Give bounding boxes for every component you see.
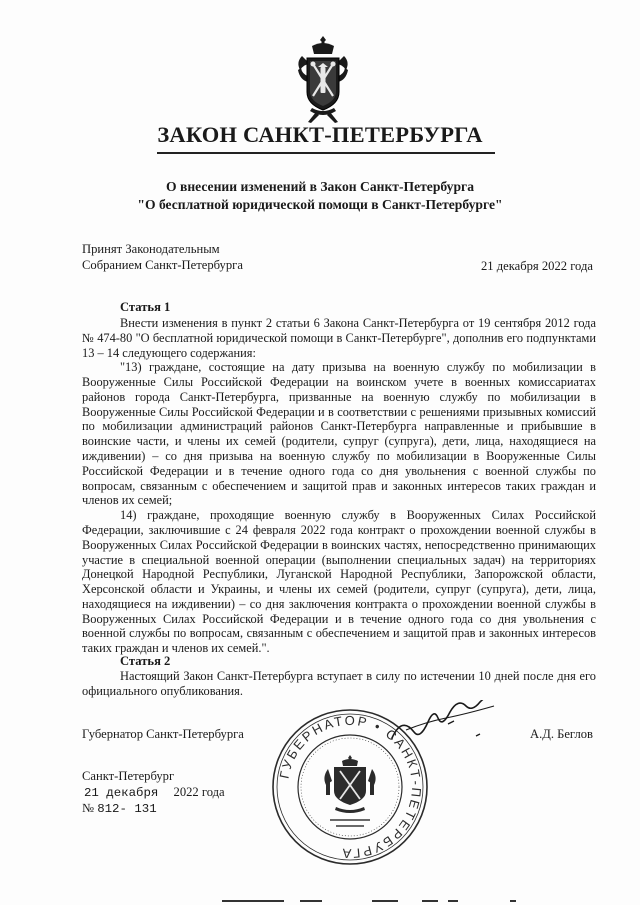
article-2-body bbox=[82, 669, 596, 699]
law-subtitle-line-1: О внесении изменений в Закон Санкт-Петербурга bbox=[166, 179, 474, 194]
adoption-date: 21 декабря 2022 года bbox=[480, 259, 593, 273]
article-2-text: Настоящий Закон Санкт-Петербурга вступает в силу по истечении 10 дней после дня его официального опубликования. bbox=[82, 669, 596, 698]
article-1-body bbox=[82, 316, 596, 656]
seal-ring-text: ГУБЕРНАТОР • САНКТ-ПЕТЕРБУРГА bbox=[276, 712, 425, 862]
scan-edge-marks bbox=[0, 895, 640, 905]
law-title: ЗАКОН САНКТ-ПЕТЕРБУРГА bbox=[157, 122, 483, 147]
registration-number-value: 812- 131 bbox=[97, 802, 157, 816]
adopted-by-line-1: Принят Законодательным bbox=[82, 242, 220, 256]
article-1-heading: Статья 1 bbox=[120, 300, 171, 314]
registration-date-day: 21 декабря bbox=[84, 786, 159, 800]
adopted-by-line-2: Собранием Санкт-Петербурга bbox=[82, 258, 243, 272]
article-1-item-13: "13) граждане, состоящие на дату призыва на военную службу по мобилизации в Вооруженные Силы Российской Федерации на воинском учете в военных комиссариатах районов города Санкт-Петербурга, призванные на военную службу по мобилизации в Вооруженные Силы Российской Федерации и в соответствии с решениями призывных комиссий по мобилизации администраций районов Санкт-Петербурга направленные и прибывшие в воинские части, и члены их семей (родители, супруг (супруга), дети, лица, находящиеся на иждивении) – со дня призыва на военную службу по мобилизации в Вооруженные Силы Российской Федерации и в течение одного года со дня увольнения с военной службы по вопросам, связанным с обеспечением и защитой прав и законных интересов таких граждан и членов их семей; bbox=[82, 360, 596, 508]
registration-number bbox=[82, 801, 157, 816]
article-1-intro: Внести изменения в пункт 2 статьи 6 Закона Санкт-Петербурга от 19 сентября 2012 года № 474-80 "О бесплатной юридической помощи в Санкт-Петербурге", дополнив его подпунктами 13 – 14 следующего содержания: bbox=[82, 316, 596, 360]
registration-number-prefix: № bbox=[82, 801, 95, 815]
signatory-position: Губернатор Санкт-Петербурга bbox=[82, 727, 244, 741]
title-underline bbox=[157, 152, 495, 154]
registration-date-year: 2022 года bbox=[173, 785, 225, 799]
handwritten-signature bbox=[388, 700, 508, 745]
article-1-item-14: 14) граждане, проходящие военную службу в Вооруженных Силах Российской Федерации, заключившие с 24 февраля 2022 года контракт о прохождении военной службы в Вооруженных Силах Российской Федерации в воинских частях, непосредственно принимающих участие в специальной военной операции (выполнении специальных задач) на территориях Донецкой Народной Республики, Луганской Народной Республики, Запорожской области, Херсонской области и Украины, и члены их семей (родители, супруг (супруга), дети, лица, находящиеся на иждивении) – со дня заключения контракта о прохождении военной службы в Вооруженных Силах Российской Федерации и в течение одного года со дня увольнения с военной службы по вопросам, связанным с обеспечением и защитой прав и законных интересов таких граждан и членов их семей.". bbox=[82, 508, 596, 656]
registration-date bbox=[82, 785, 225, 800]
law-subtitle-line-2: "О бесплатной юридической помощи в Санкт-Петербурге" bbox=[137, 197, 503, 212]
coat-of-arms-emblem bbox=[294, 34, 352, 126]
signatory-name: А.Д. Беглов bbox=[529, 727, 593, 741]
article-2-heading: Статья 2 bbox=[120, 654, 171, 668]
registration-city: Санкт-Петербург bbox=[82, 769, 175, 783]
